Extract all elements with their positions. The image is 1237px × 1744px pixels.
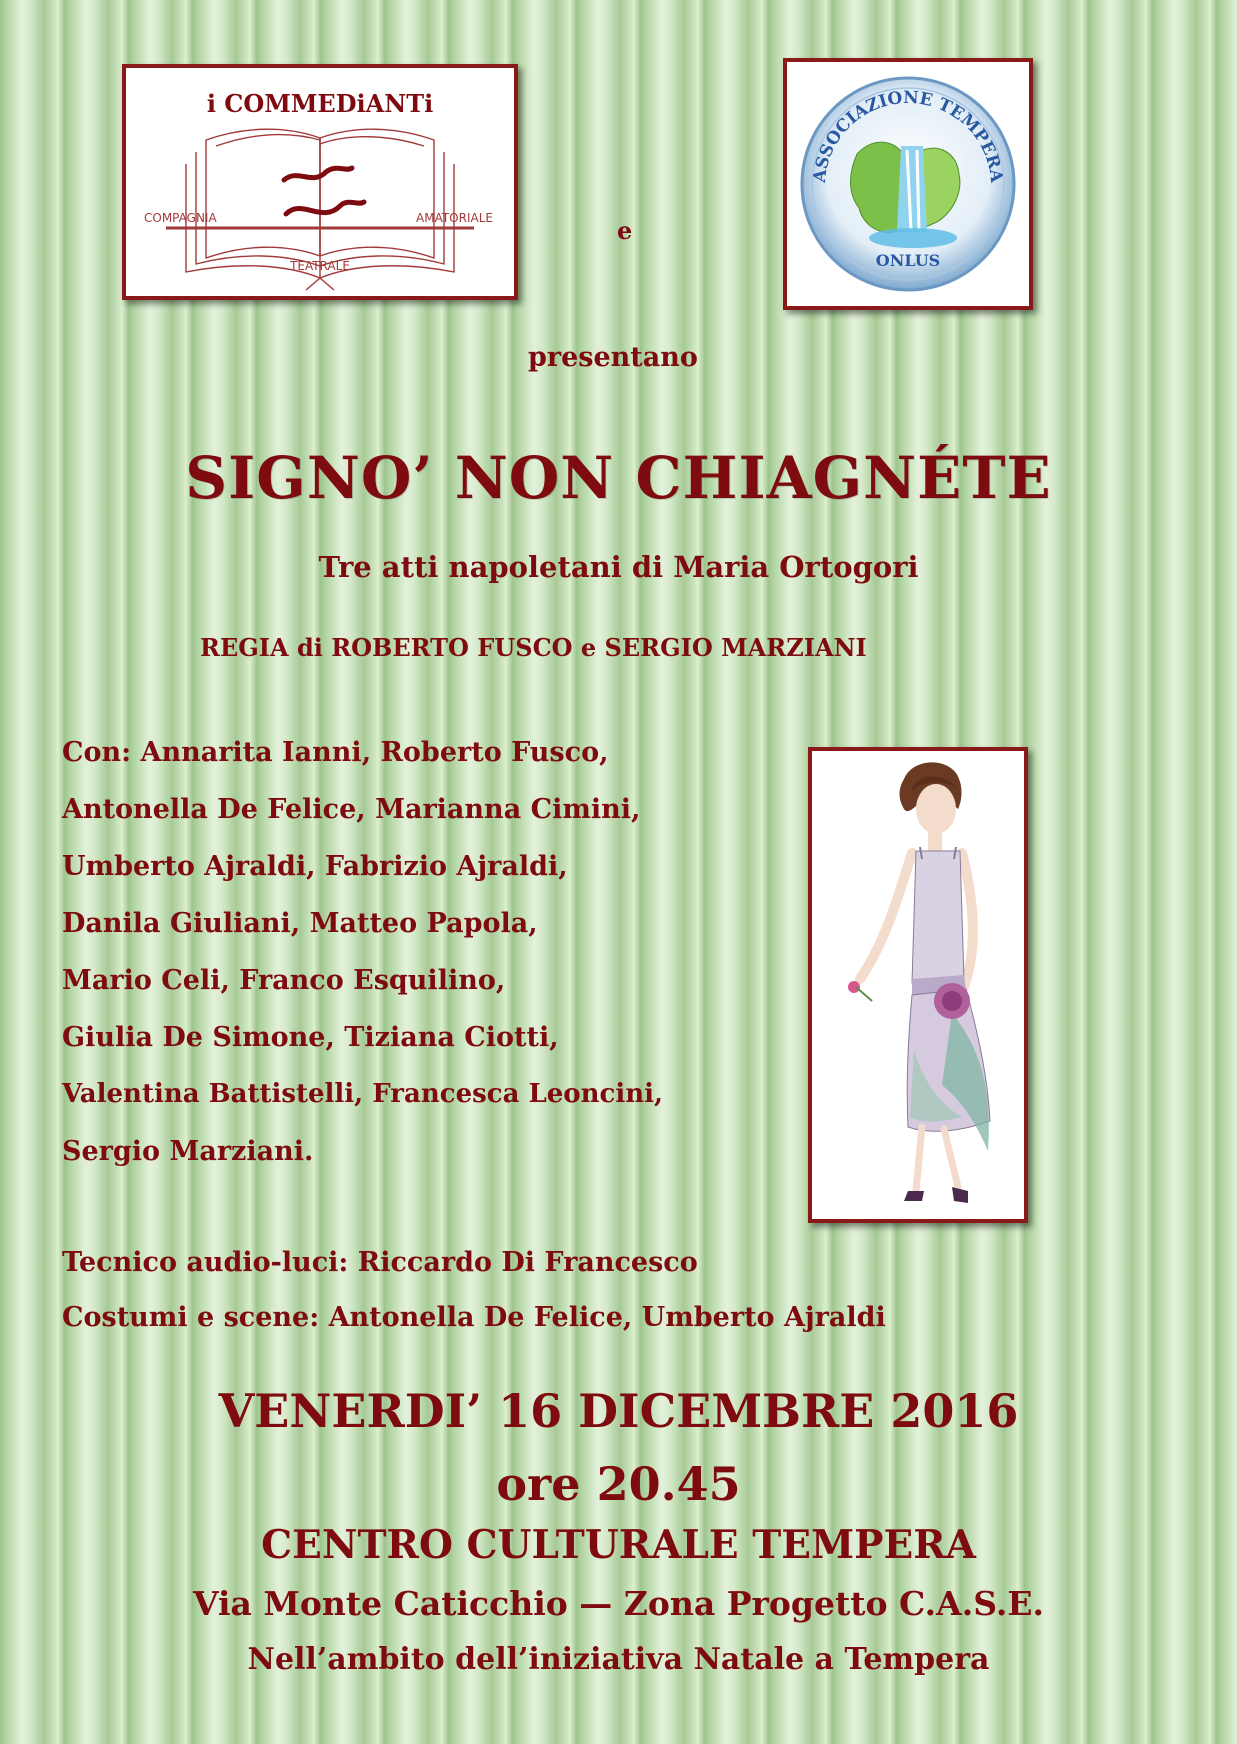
- play-subtitle: Tre atti napoletani di Maria Ortogori: [318, 550, 919, 584]
- cast-line: Sergio Marziani.: [62, 1136, 314, 1167]
- tempera-logo: [783, 58, 1033, 310]
- presentano-label: presentano: [528, 342, 698, 373]
- event-initiative: Nell’ambito dell’iniziativa Natale a Tempera: [247, 1642, 990, 1677]
- commedianti-bottom-text: TEATRALE: [290, 259, 350, 273]
- event-address: Via Monte Caticchio — Zona Progetto C.A.S.E.: [192, 1584, 1045, 1623]
- cast-line: Giulia De Simone, Tiziana Ciotti,: [62, 1022, 559, 1053]
- director-line: REGIA di ROBERTO FUSCO e SERGIO MARZIANI: [200, 633, 867, 662]
- commedianti-logo: [122, 64, 518, 300]
- commedianti-left-text: COMPAGNIA: [144, 211, 217, 225]
- woman-illustration: [808, 747, 1028, 1223]
- event-venue: CENTRO CULTURALE TEMPERA: [261, 1522, 976, 1568]
- cast-line: Mario Celi, Franco Esquilino,: [62, 965, 506, 996]
- cast-line: Con: Annarita Ianni, Roberto Fusco,: [62, 737, 609, 768]
- cast-line: Antonella De Felice, Marianna Cimini,: [62, 794, 641, 825]
- tempera-badge-icon: [787, 62, 1029, 306]
- event-time: ore 20.45: [496, 1457, 741, 1511]
- book-logo-icon: [126, 68, 514, 296]
- tempera-bottom-text: ONLUS: [875, 251, 941, 270]
- cast-line: Danila Giuliani, Matteo Papola,: [62, 908, 538, 939]
- commedianti-name: i COMMEDiANTi: [206, 89, 434, 118]
- tempera-top-text: ASSOCIAZIONE TEMPERA: [809, 87, 1007, 184]
- logo-connector: e: [617, 216, 633, 245]
- cast-line: Umberto Ajraldi, Fabrizio Ajraldi,: [62, 851, 568, 882]
- commedianti-right-text: AMATORIALE: [416, 211, 493, 225]
- costumes-credit: Costumi e scene: Antonella De Felice, Umberto Ajraldi: [62, 1302, 886, 1333]
- cast-line: Valentina Battistelli, Francesca Leoncini,: [62, 1079, 664, 1109]
- event-date: VENERDI’ 16 DICEMBRE 2016: [218, 1384, 1019, 1438]
- audio-credit: Tecnico audio-luci: Riccardo Di Francesco: [62, 1247, 698, 1278]
- woman-figure-icon: [812, 751, 1024, 1219]
- play-title: SIGNO’ NON CHIAGNÉTE: [185, 444, 1052, 512]
